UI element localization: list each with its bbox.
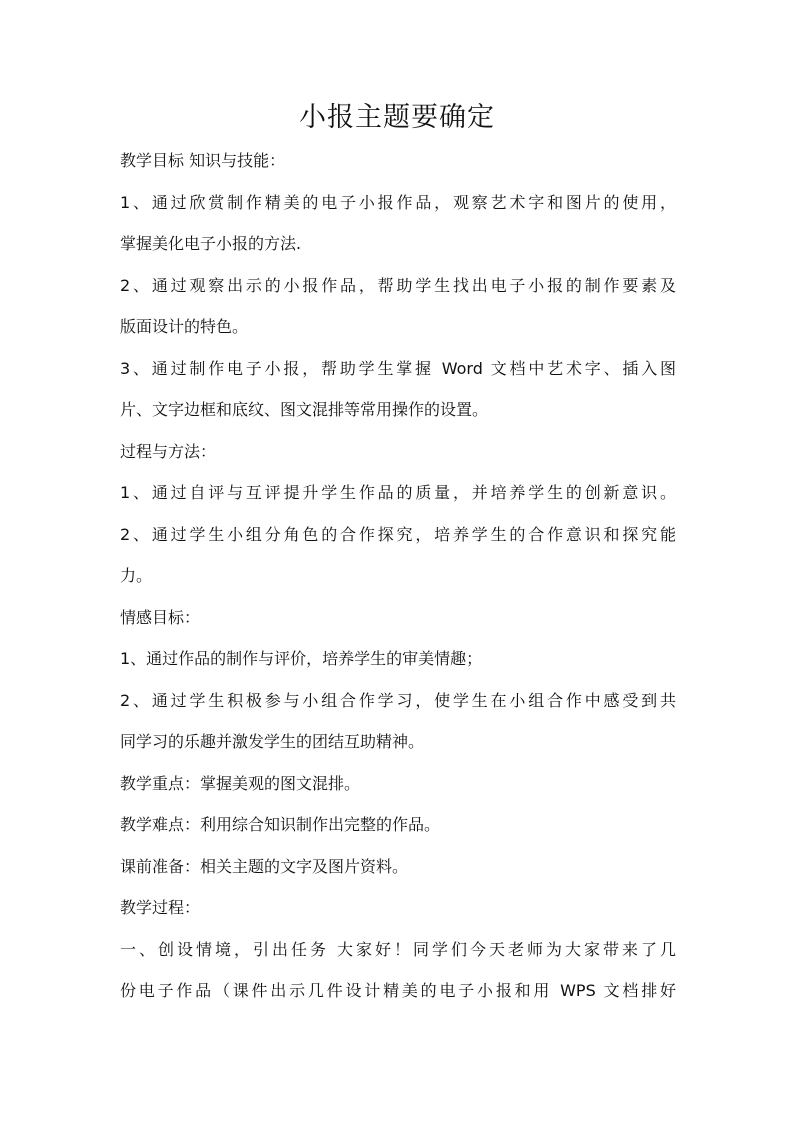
- paragraph-line: 教学重点：掌握美观的图文混排。: [120, 773, 361, 793]
- paragraph-line: 2、通过观察出示的小报作品，帮助学生找出电子小报的制作要素及: [120, 275, 676, 295]
- paragraph-line: 过程与方法：: [120, 441, 217, 461]
- paragraph-line: 片、文字边框和底纹、图文混排等常用操作的设置。: [120, 400, 489, 419]
- paragraph-line: 课前准备：相关主题的文字及图片资料。: [120, 856, 409, 876]
- paragraph-line: 情感目标：: [120, 607, 201, 627]
- paragraph-line: 3、通过制作电子小报，帮助学生掌握 Word 文档中艺术字、插入图: [120, 358, 676, 378]
- paragraph-line: 力。: [120, 566, 153, 585]
- paragraph-line: 教学目标 知识与技能：: [120, 151, 286, 170]
- paragraph-line: 教学难点：利用综合知识制作出完整的作品。: [120, 815, 441, 834]
- paragraph-line: 份电子作品（课件出示几件设计精美的电子小报和用 WPS 文档排好: [120, 981, 676, 1000]
- paragraph-line: 1、通过自评与互评提升学生作品的质量，并培养学生的创新意识。: [120, 483, 676, 502]
- paragraph-line: 同学习的乐趣并激发学生的团结互助精神。: [120, 732, 425, 751]
- paragraph-line: 1、通过作品的制作与评价，培养学生的审美情趣；: [120, 649, 483, 668]
- paragraph-line: 2、通过学生小组分角色的合作探究，培养学生的合作意识和探究能: [120, 524, 676, 544]
- paragraph-line: 一、创设情境，引出任务 大家好！同学们今天老师为大家带来了几: [120, 939, 676, 959]
- paragraph-line: 教学过程：: [120, 898, 201, 917]
- paragraph-line: 版面设计的特色。: [120, 317, 249, 336]
- paragraph-line: 掌握美化电子小报的方法.: [120, 234, 302, 253]
- paragraph-line: 2、通过学生积极参与小组合作学习，使学生在小组合作中感受到共: [120, 690, 676, 710]
- document-title: 小报主题要确定: [299, 102, 495, 133]
- document-body: [120, 140, 676, 1012]
- paragraph-line: 1、通过欣赏制作精美的电子小报作品，观察艺术字和图片的使用，: [120, 192, 676, 212]
